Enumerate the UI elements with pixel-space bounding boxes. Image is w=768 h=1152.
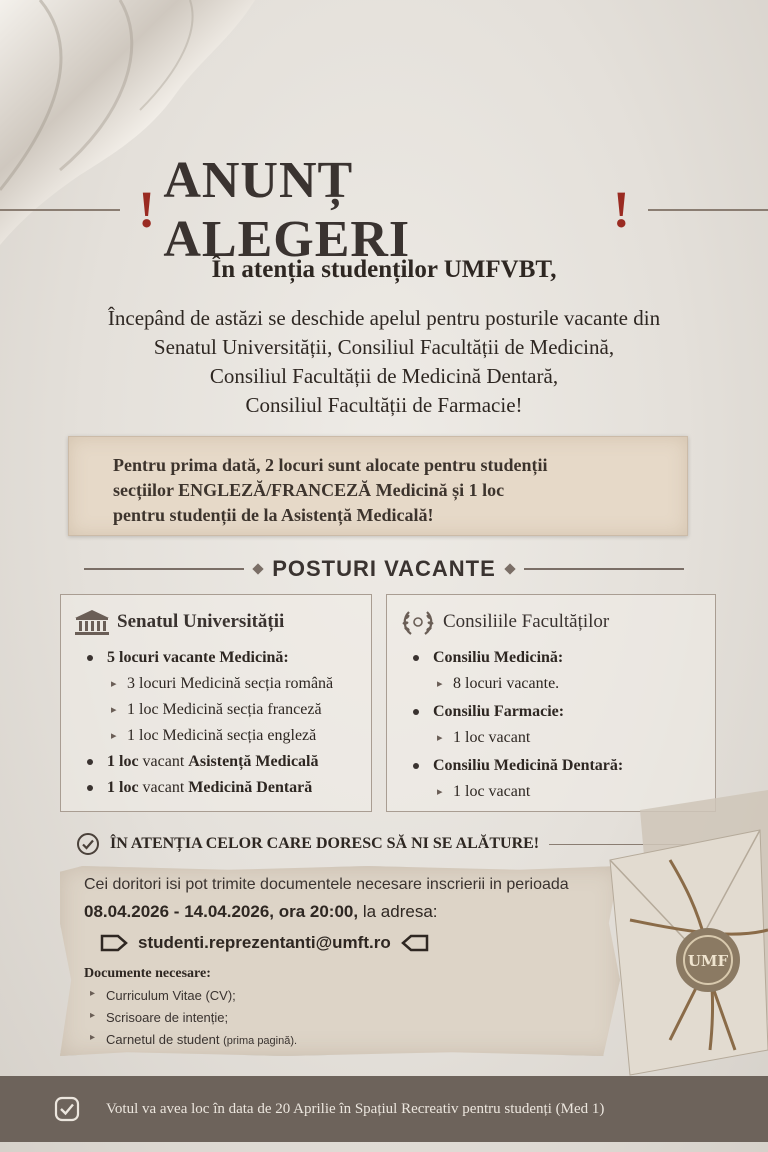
council-item-pharmacy — [399, 699, 705, 725]
senate-subitem — [73, 697, 361, 723]
wax-sealed-envelope-image — [600, 790, 768, 1080]
document-item — [90, 988, 236, 1003]
council-subitem-text: ▸ 1 loc vacant — [453, 783, 531, 800]
torn-paper-background — [60, 866, 620, 1056]
senate-subitem-text: ▸ 3 locuri Medicină secția română — [127, 675, 334, 692]
senate-item-medicine-text: 5 locuri vacante Medicină: — [107, 649, 289, 666]
senate-item-dental-program: Medicină Dentară — [188, 779, 313, 796]
seal-monogram: UMF — [687, 952, 729, 970]
intro-line: Senatul Universității, Consiliul Facultății de Medicină, — [153, 335, 615, 359]
document-item-text: Carnetul de student — [106, 1032, 220, 1047]
intro-paragraph — [40, 304, 728, 420]
senate-subitem-text: ▸ 1 loc Medicină secția franceză — [127, 701, 322, 718]
check-circle-icon — [76, 832, 100, 856]
note-line: secțiilor ENGLEZĂ/FRANCEZĂ Medicină și 1 loc — [113, 480, 505, 500]
apply-instructions: Cei doritori isi pot trimite documentele necesare inscrierii in perioada — [84, 876, 569, 893]
apply-dates-line — [84, 902, 438, 922]
senate-panel-header — [73, 607, 361, 637]
section-divider-left — [84, 568, 244, 570]
title-divider-right — [648, 209, 768, 211]
senate-item-nursing-vacant: vacant — [142, 753, 185, 770]
council-item-medicine-text: Consiliu Medicină: — [433, 649, 564, 666]
intro-line: Consiliul Facultății de Medicină Dentară, — [209, 364, 559, 388]
council-subitem — [399, 725, 705, 751]
document-item — [90, 1010, 228, 1025]
apply-address-label: la adresa: — [362, 902, 438, 921]
exclamation-mark-right: ! — [612, 181, 630, 239]
senate-subitem — [73, 671, 361, 697]
section-heading-row — [0, 552, 768, 586]
university-building-icon — [73, 608, 111, 636]
attention-heading: ÎN ATENȚIA CELOR CARE DORESC SĂ NI SE ALĂTURE! — [110, 835, 540, 852]
section-divider-right — [524, 568, 684, 570]
council-subitem-text: ▸ 8 locuri vacante. — [453, 675, 560, 692]
senate-panel — [60, 594, 372, 812]
greeting: În atenția studenților UMFVBT, — [211, 256, 557, 283]
document-item — [90, 1032, 297, 1047]
senate-item-medicine — [73, 645, 361, 671]
page-title: ANUNȚ ALEGERI — [163, 152, 411, 268]
footer-bar — [0, 1076, 768, 1142]
apply-dates: 08.04.2026 - 14.04.2026, ora 20:00, — [84, 902, 359, 921]
councils-panel-title: Consiliile Facultăților — [443, 611, 610, 632]
intro-line: Consiliul Facultății de Farmacie! — [245, 393, 523, 417]
footer-vote-info: Votul va avea loc în data de 20 Aprilie în Spațiul Recreativ pentru studenți (Med 1) — [106, 1100, 605, 1117]
arrow-right-icon — [100, 932, 128, 954]
senate-item-nursing-program: Asistență Medicală — [188, 753, 319, 770]
council-item-pharmacy-text: Consiliu Farmacie: — [433, 703, 565, 720]
email-row — [100, 928, 429, 958]
checkbox-checked-icon — [54, 1096, 80, 1122]
senate-item-nursing — [73, 749, 361, 775]
council-subitem-text: ▸ 1 loc vacant — [453, 729, 531, 746]
laurel-wreath-icon — [399, 608, 437, 636]
documents-title: Documente necesare: — [84, 966, 211, 981]
arrow-left-icon — [401, 932, 429, 954]
note-line: pentru studenții de la Asistență Medicală! — [113, 505, 434, 525]
intro-line: Începând de astăzi se deschide apelul pentru posturile vacante din — [107, 306, 661, 330]
council-item-dental — [399, 753, 705, 779]
section-diamond-left — [253, 563, 264, 574]
document-item-text: Curriculum Vitae (CV); — [106, 988, 236, 1003]
councils-panel-header — [399, 607, 705, 637]
section-diamond-right — [504, 563, 515, 574]
councils-panel — [386, 594, 716, 812]
senate-subitem-text: ▸ 1 loc Medicină secția engleză — [127, 727, 317, 744]
exclamation-mark-left: ! — [138, 181, 156, 239]
section-title: POSTURI VACANTE — [272, 556, 496, 581]
email-address-link[interactable]: studenti.reprezentanti@umft.ro — [138, 933, 391, 952]
council-item-dental-text: Consiliu Medicină Dentară: — [433, 757, 624, 774]
senate-panel-title: Senatul Universității — [117, 611, 285, 632]
note-line: Pentru prima dată, 2 locuri sunt alocate pentru studenții — [113, 455, 548, 475]
council-item-medicine — [399, 645, 705, 671]
senate-item-nursing-count: 1 loc — [107, 753, 139, 770]
title-divider-left — [0, 209, 120, 211]
highlight-note-box — [68, 436, 688, 536]
senate-item-dental — [73, 775, 361, 801]
document-item-text: Scrisoare de intenție; — [106, 1010, 229, 1025]
senate-item-dental-count: 1 loc — [107, 779, 139, 796]
title-row — [0, 152, 768, 268]
senate-subitem — [73, 723, 361, 749]
council-subitem — [399, 671, 705, 697]
document-item-note: (prima pagină). — [223, 1035, 298, 1047]
senate-item-dental-vacant: vacant — [142, 779, 185, 796]
